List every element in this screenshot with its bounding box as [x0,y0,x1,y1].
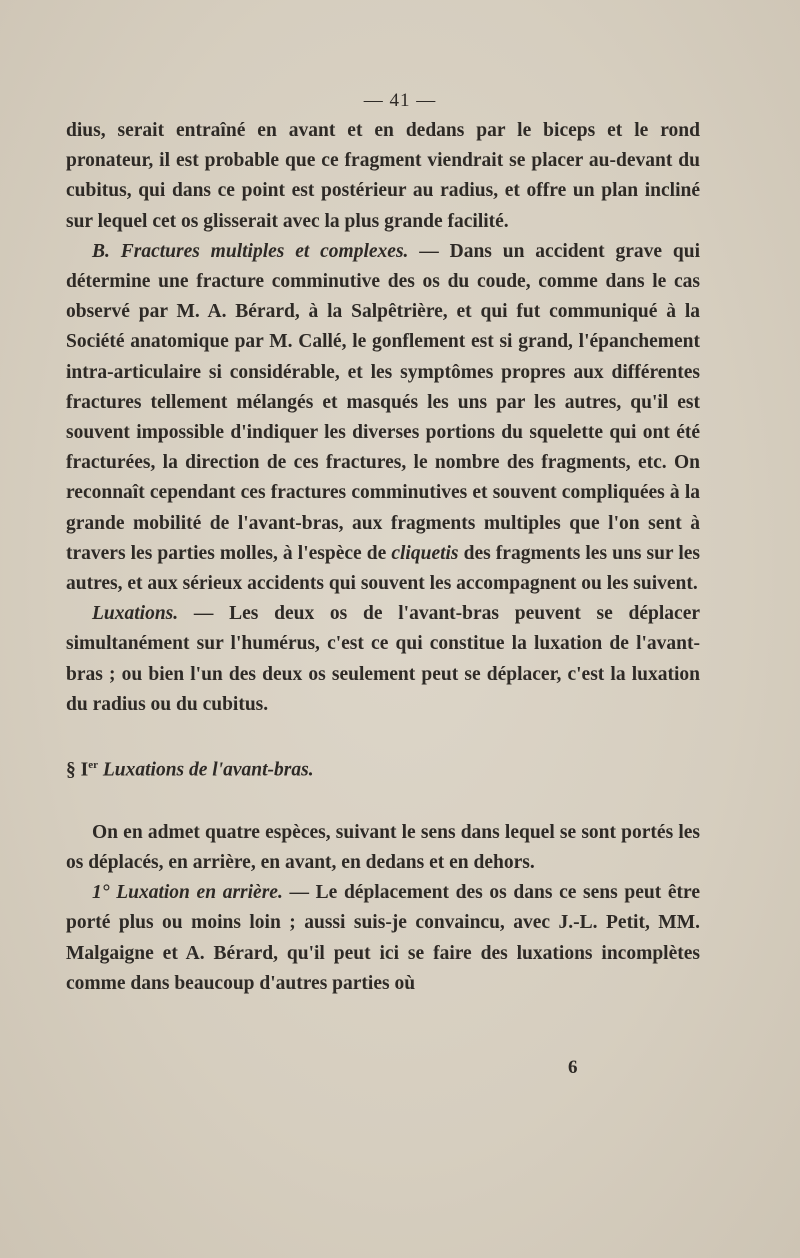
section-sup: er [88,759,98,772]
fractures-text: — Dans un accident grave qui détermine une fracture comminutive des os du coude, comme dans le cas observé par M. A. Bérard, à la Salpêtrière, et qui fut communiqué à la Société anatomique par M. Callé, le gonflement est si grand, l'épanchement intra-articulaire si considérable, et les symptômes propres aux différentes fractures tellement mélangés et masqués les uns par les autres, qu'il est souvent impossible d'indiquer les diverses portions du squelette qui ont été fracturées, la direction de ces fractures, le nombre des fragments, etc. On reconnaît cependant ces fractures comminutives et souvent compliquées à la grande mobilité de l'avant-bras, aux fragments multiples que l'on sent à travers les parties molles, à l'espèce de [66,240,700,564]
luxations-text: — Les deux os de l'avant-bras peuvent se déplacer simultanément sur l'humérus, c'est ce qui constitue la luxation de l'avant-bras ; ou bien l'un des deux os seulement peut se déplacer, c'est la luxation du radius ou du cubitus. [66,603,700,715]
section-heading [66,750,700,786]
paragraph-luxations [66,599,700,720]
paragraph-especes [66,818,700,878]
cliquetis-term: cliquetis [391,542,459,564]
page-number-header: — 41 — [363,90,437,111]
paragraph-fractures [66,237,700,599]
paragraph-1-text: dius, serait entraîné en avant et en dedans par le biceps et le rond pronateur, il est probable que ce fragment viendrait se placer au-devant du cubitus, qui dans ce point est postérieur au radius, et offre un plan incliné sur lequel cet os glisserait avec la plus grande facilité. [66,120,700,232]
fractures-tail: des fragments les uns sur les autres, et aux sérieux accidents qui souvent les accompagnent ou les suivent. [66,542,700,595]
luxation-arriere-heading: 1° Luxation en arrière. [92,882,283,904]
especes-text: On en admet quatre espèces, suivant le sens dans lequel se sont portés les os déplacés, en arrière, en avant, en dedans et en dehors. [66,821,700,873]
section-prefix: § I [66,759,89,781]
luxation-arriere-text: — Le déplacement des os dans ce sens peut être porté plus ou moins loin ; aussi suis-je convaincu, avec J.-L. Petit, MM. Malgaigne et A. Bérard, qu'il peut ici se faire des luxations incomplètes comme dans beaucoup d'autres parties où [66,882,700,994]
paragraph-luxation-arriere [66,878,700,999]
paragraph-1 [66,116,700,237]
signature-mark: 6 [568,1057,578,1078]
section-title-text: Luxations de l'avant-bras. [97,759,314,781]
luxations-heading: Luxations. [92,603,179,625]
body-text [66,116,700,999]
fractures-heading: B. Fractures multiples et complexes. [92,240,409,262]
